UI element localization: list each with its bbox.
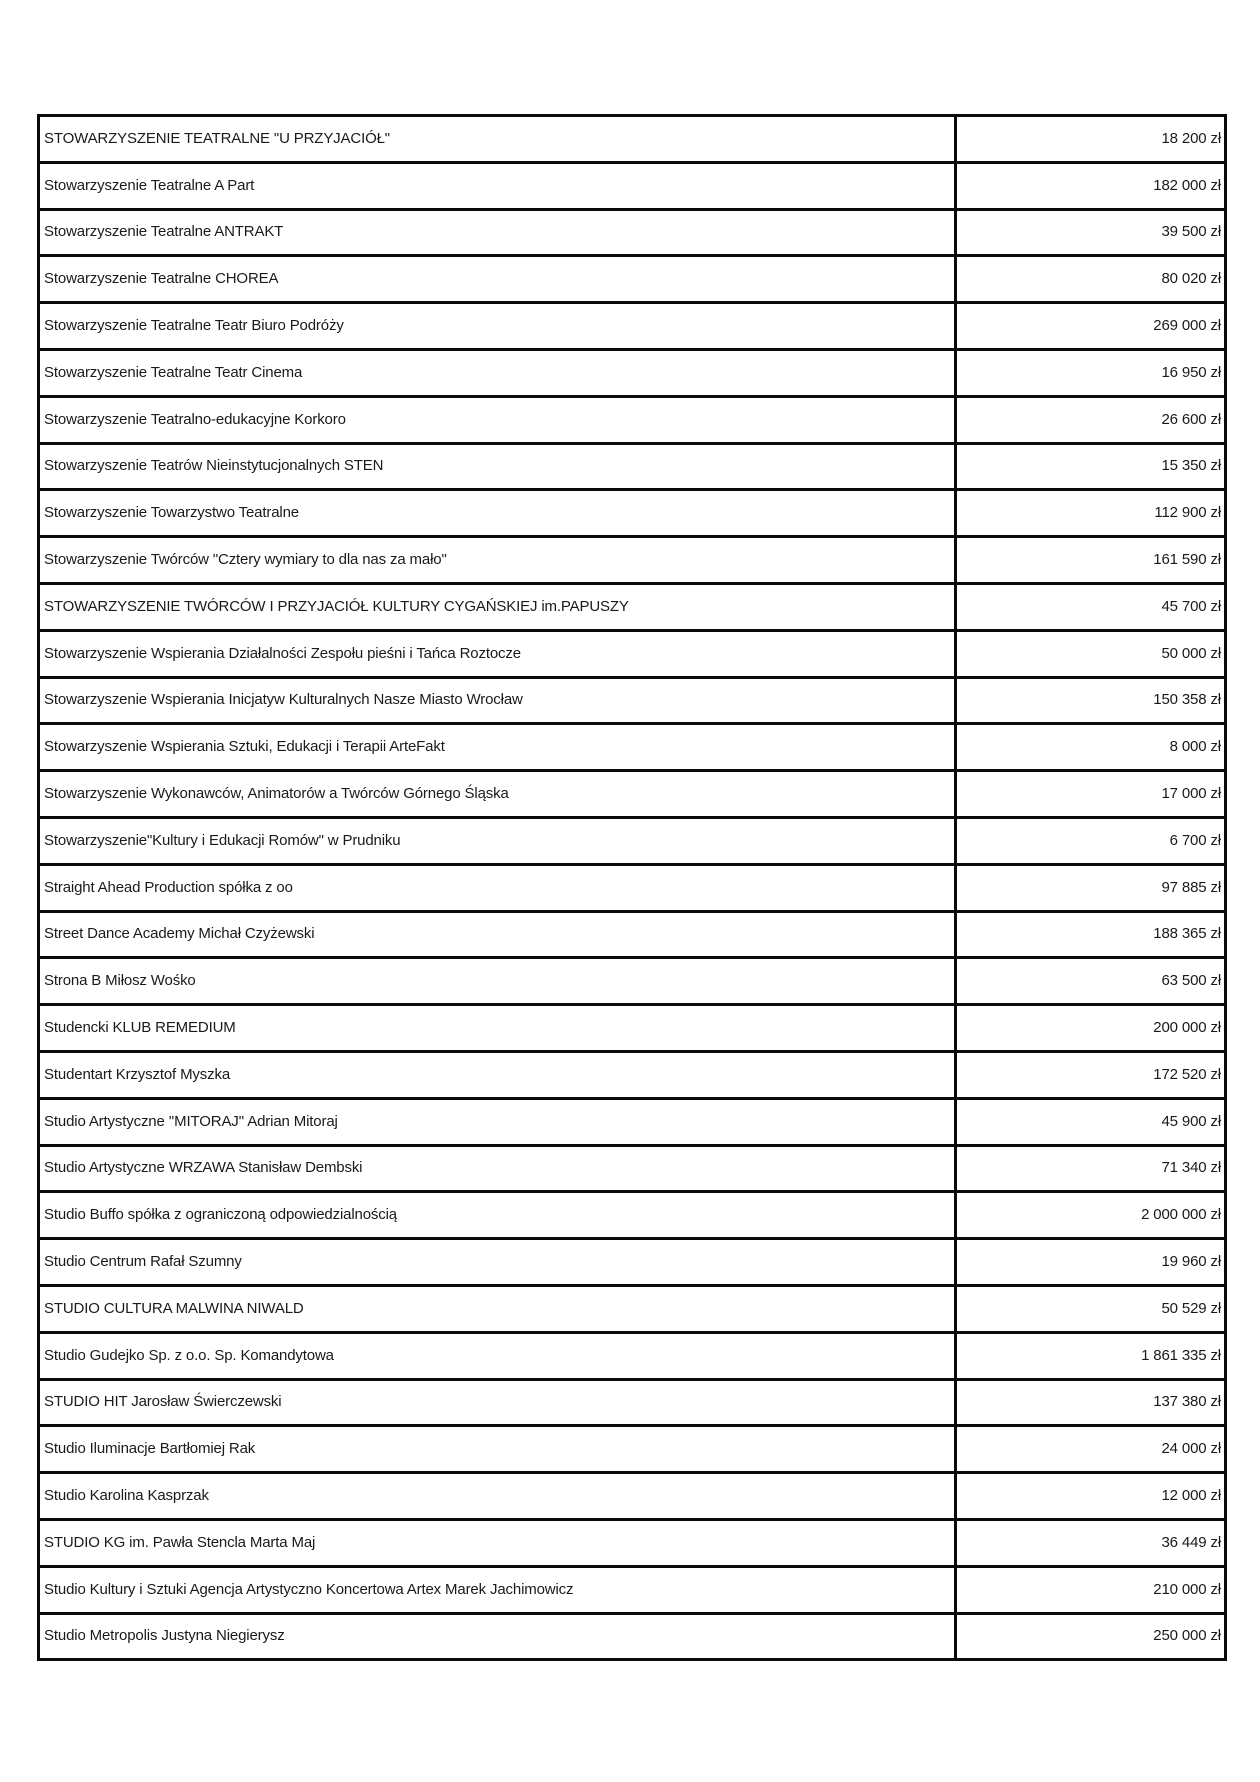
table-row <box>39 911 1226 958</box>
table-row <box>39 1145 1226 1192</box>
organization-name: Stowarzyszenie Twórców "Cztery wymiary to dla nas za mało" <box>39 537 956 584</box>
grant-amount: 45 900 zł <box>956 1098 1226 1145</box>
grant-amount: 250 000 zł <box>956 1613 1226 1660</box>
table-row <box>39 1613 1226 1660</box>
table-row <box>39 162 1226 209</box>
organization-name: Studio Metropolis Justyna Niegierysz <box>39 1613 956 1660</box>
grant-amount: 15 350 zł <box>956 443 1226 490</box>
grant-amount: 16 950 zł <box>956 349 1226 396</box>
organization-name: Stowarzyszenie"Kultury i Edukacji Romów" w Prudniku <box>39 817 956 864</box>
table-row <box>39 958 1226 1005</box>
organization-name: Stowarzyszenie Wspierania Sztuki, Edukacji i Terapii ArteFakt <box>39 724 956 771</box>
table-row <box>39 443 1226 490</box>
organization-name: Studencki KLUB REMEDIUM <box>39 1005 956 1052</box>
organization-name: Studio Centrum Rafał Szumny <box>39 1239 956 1286</box>
grant-amount: 80 020 zł <box>956 256 1226 303</box>
organization-name: Studio Kultury i Sztuki Agencja Artystyczno Koncertowa Artex Marek Jachimowicz <box>39 1566 956 1613</box>
table-row <box>39 1519 1226 1566</box>
organization-name: Studio Karolina Kasprzak <box>39 1473 956 1520</box>
grant-amount: 45 700 zł <box>956 583 1226 630</box>
table-row <box>39 1379 1226 1426</box>
grant-amount: 172 520 zł <box>956 1051 1226 1098</box>
organization-name: STUDIO KG im. Pawła Stencla Marta Maj <box>39 1519 956 1566</box>
organization-name: STOWARZYSZENIE TEATRALNE "U PRZYJACIÓŁ" <box>39 116 956 163</box>
grant-amount: 39 500 zł <box>956 209 1226 256</box>
table-row <box>39 1192 1226 1239</box>
grant-amount: 26 600 zł <box>956 396 1226 443</box>
table-row <box>39 1051 1226 1098</box>
grant-amount: 200 000 zł <box>956 1005 1226 1052</box>
grant-amount: 63 500 zł <box>956 958 1226 1005</box>
grant-amount: 50 000 zł <box>956 630 1226 677</box>
table-row <box>39 490 1226 537</box>
organization-name: Studio Buffo spółka z ograniczoną odpowiedzialnością <box>39 1192 956 1239</box>
table-row <box>39 864 1226 911</box>
organization-name: Street Dance Academy Michał Czyżewski <box>39 911 956 958</box>
table-row <box>39 1332 1226 1379</box>
organization-name: Studio Gudejko Sp. z o.o. Sp. Komandytowa <box>39 1332 956 1379</box>
grant-amount: 182 000 zł <box>956 162 1226 209</box>
organization-name: Stowarzyszenie Teatralne ANTRAKT <box>39 209 956 256</box>
grant-amount: 97 885 zł <box>956 864 1226 911</box>
grant-amount: 24 000 zł <box>956 1426 1226 1473</box>
grant-amount: 1 861 335 zł <box>956 1332 1226 1379</box>
grant-amount: 112 900 zł <box>956 490 1226 537</box>
organization-name: Stowarzyszenie Teatralne Teatr Biuro Podróży <box>39 303 956 350</box>
table-row <box>39 1005 1226 1052</box>
grant-amount: 188 365 zł <box>956 911 1226 958</box>
organization-name: Stowarzyszenie Teatralne Teatr Cinema <box>39 349 956 396</box>
grants-table <box>37 114 1227 1661</box>
organization-name: Stowarzyszenie Teatralno-edukacyjne Korkoro <box>39 396 956 443</box>
table-row <box>39 1285 1226 1332</box>
organization-name: Stowarzyszenie Teatrów Nieinstytucjonalnych STEN <box>39 443 956 490</box>
grant-amount: 19 960 zł <box>956 1239 1226 1286</box>
organization-name: Straight Ahead Production spółka z oo <box>39 864 956 911</box>
grant-amount: 269 000 zł <box>956 303 1226 350</box>
table-row <box>39 630 1226 677</box>
grant-amount: 36 449 zł <box>956 1519 1226 1566</box>
table-row <box>39 583 1226 630</box>
table-row <box>39 396 1226 443</box>
table-row <box>39 209 1226 256</box>
table-row <box>39 1426 1226 1473</box>
organization-name: Studio Iluminacje Bartłomiej Rak <box>39 1426 956 1473</box>
grant-amount: 150 358 zł <box>956 677 1226 724</box>
table-row <box>39 1473 1226 1520</box>
organization-name: Studentart Krzysztof Myszka <box>39 1051 956 1098</box>
grant-amount: 137 380 zł <box>956 1379 1226 1426</box>
table-row <box>39 303 1226 350</box>
table-row <box>39 537 1226 584</box>
organization-name: Stowarzyszenie Wykonawców, Animatorów a Twórców Górnego Śląska <box>39 771 956 818</box>
grant-amount: 2 000 000 zł <box>956 1192 1226 1239</box>
table-row <box>39 349 1226 396</box>
table-row <box>39 724 1226 771</box>
organization-name: Stowarzyszenie Towarzystwo Teatralne <box>39 490 956 537</box>
grant-amount: 18 200 zł <box>956 116 1226 163</box>
table-row <box>39 256 1226 303</box>
grant-amount: 6 700 zł <box>956 817 1226 864</box>
grants-table-body <box>39 116 1226 1660</box>
grant-amount: 17 000 zł <box>956 771 1226 818</box>
table-row <box>39 817 1226 864</box>
table-row <box>39 677 1226 724</box>
grant-amount: 210 000 zł <box>956 1566 1226 1613</box>
table-row <box>39 116 1226 163</box>
organization-name: STUDIO HIT Jarosław Świerczewski <box>39 1379 956 1426</box>
grant-amount: 12 000 zł <box>956 1473 1226 1520</box>
grant-amount: 161 590 zł <box>956 537 1226 584</box>
organization-name: Strona B Miłosz Wośko <box>39 958 956 1005</box>
organization-name: Studio Artystyczne WRZAWA Stanisław Dembski <box>39 1145 956 1192</box>
table-row <box>39 1239 1226 1286</box>
grant-amount: 71 340 zł <box>956 1145 1226 1192</box>
organization-name: Stowarzyszenie Wspierania Działalności Zespołu pieśni i Tańca Roztocze <box>39 630 956 677</box>
organization-name: Studio Artystyczne ''MITORAJ'' Adrian Mitoraj <box>39 1098 956 1145</box>
organization-name: Stowarzyszenie Teatralne A Part <box>39 162 956 209</box>
organization-name: STOWARZYSZENIE TWÓRCÓW I PRZYJACIÓŁ KULTURY CYGAŃSKIEJ im.PAPUSZY <box>39 583 956 630</box>
organization-name: STUDIO CULTURA MALWINA NIWALD <box>39 1285 956 1332</box>
organization-name: Stowarzyszenie Wspierania Inicjatyw Kulturalnych Nasze Miasto Wrocław <box>39 677 956 724</box>
grant-amount: 8 000 zł <box>956 724 1226 771</box>
grant-amount: 50 529 zł <box>956 1285 1226 1332</box>
table-row <box>39 1566 1226 1613</box>
table-row <box>39 1098 1226 1145</box>
organization-name: Stowarzyszenie Teatralne CHOREA <box>39 256 956 303</box>
table-row <box>39 771 1226 818</box>
